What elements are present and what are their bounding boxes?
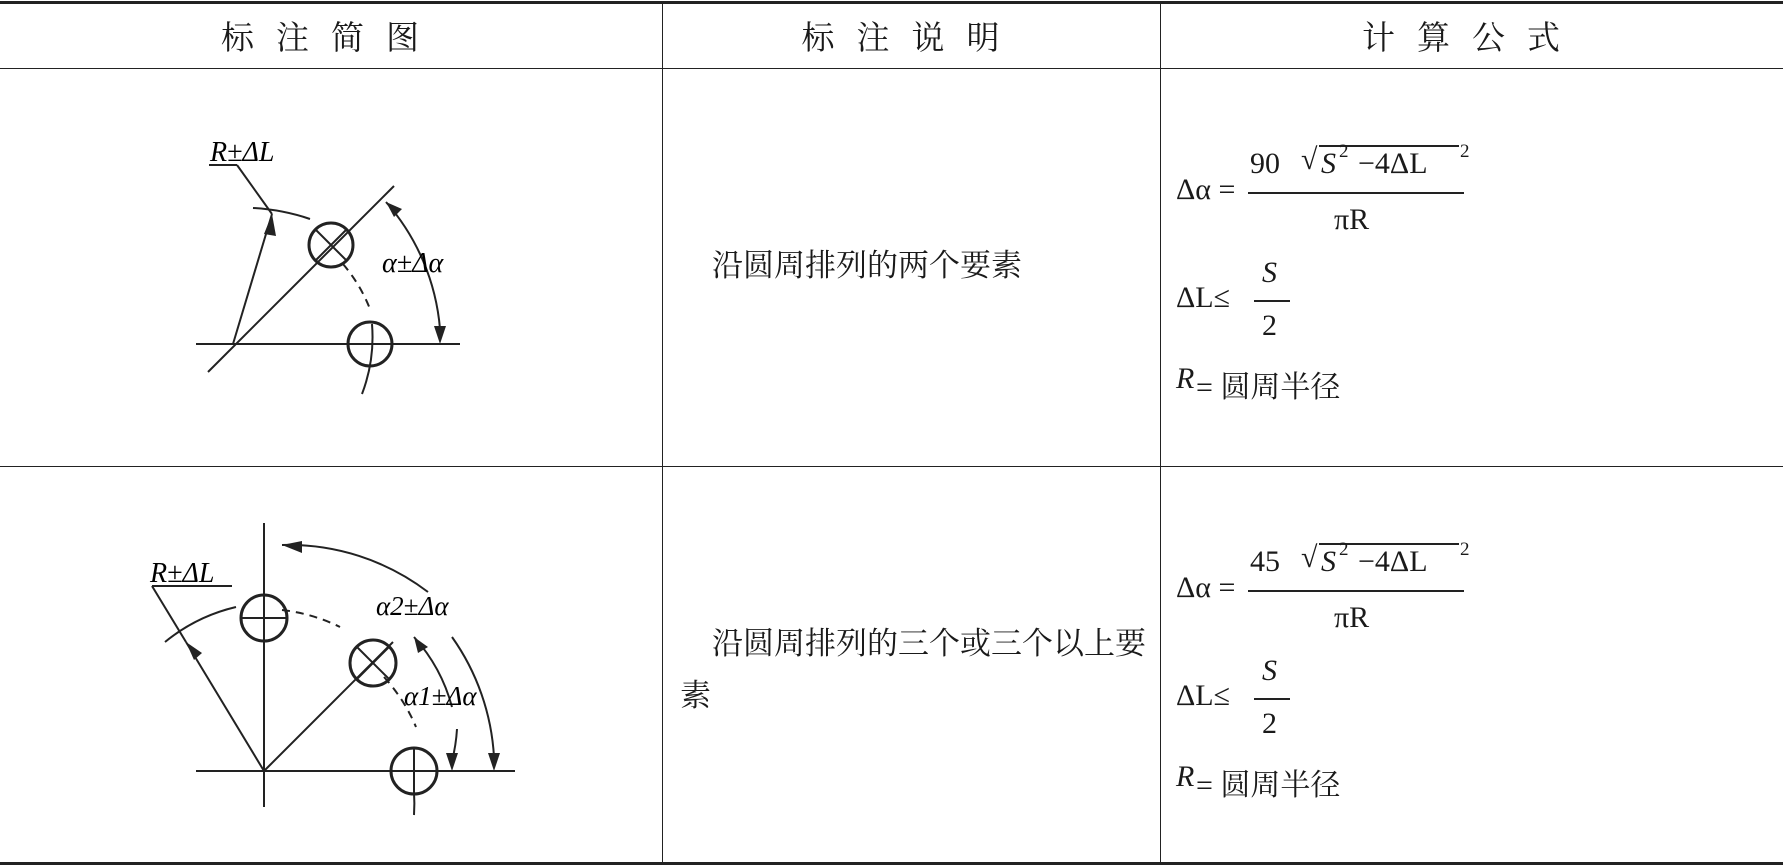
frac-num: S <box>1262 654 1277 687</box>
two-hole-diagram <box>0 69 662 466</box>
denominator: πR <box>1334 601 1370 634</box>
description-three-elements-text: 沿圆周排列的三个或三个以上要素 <box>680 626 1146 713</box>
denominator: πR <box>1334 203 1370 236</box>
figure-three-elements <box>0 467 662 862</box>
column-divider-2 <box>1160 2 1161 864</box>
sqrt-exp2: 2 <box>1460 141 1470 162</box>
small-fraction-bar <box>1254 300 1290 302</box>
delta-alpha-lhs: Δα = <box>1176 173 1236 206</box>
numerator-coefficient: 45 <box>1250 545 1280 578</box>
sqrt-exp1: 2 <box>1339 141 1349 162</box>
radius-label: R±ΔL <box>150 558 215 589</box>
r-def-var: R <box>1176 362 1195 395</box>
sqrt-s: S <box>1321 147 1336 180</box>
main-fraction-bar <box>1248 192 1464 194</box>
description-three-elements <box>680 618 1150 722</box>
sqrt-exp1: 2 <box>1339 539 1349 560</box>
r-def-text: = 圆周半径 <box>1196 769 1341 802</box>
frac-den: 2 <box>1262 707 1277 740</box>
sqrt-mid: −4ΔL <box>1358 545 1428 578</box>
column-divider-1 <box>662 2 663 864</box>
sqrt-s: S <box>1321 545 1336 578</box>
angle1-label: α1±Δα <box>404 681 477 711</box>
frac-den: 2 <box>1262 309 1277 342</box>
header-figure: 标注简图 <box>221 20 441 57</box>
main-fraction-bar <box>1248 590 1464 592</box>
header-formula: 计算公式 <box>1362 20 1582 57</box>
frac-num: S <box>1262 256 1277 289</box>
r-def-text: = 圆周半径 <box>1196 371 1341 404</box>
delta-alpha-lhs: Δα = <box>1176 571 1236 604</box>
figure-two-elements <box>0 69 662 466</box>
radius-label: R±ΔL <box>210 137 275 168</box>
table-bottom-border <box>0 862 1783 865</box>
sqrt-sign: √ <box>1301 143 1318 176</box>
three-hole-diagram <box>0 467 662 862</box>
delta-l-lhs: ΔL≤ <box>1176 281 1231 314</box>
angle-label: α±Δα <box>382 248 444 279</box>
sqrt-mid: −4ΔL <box>1358 147 1428 180</box>
delta-l-lhs: ΔL≤ <box>1176 679 1231 712</box>
header-description: 标注说明 <box>801 20 1022 57</box>
small-fraction-bar <box>1254 698 1290 700</box>
sqrt-exp2: 2 <box>1460 539 1470 560</box>
angle2-label: α2±Δα <box>376 591 449 621</box>
numerator-coefficient: 90 <box>1250 147 1280 180</box>
sqrt-sign: √ <box>1301 541 1318 574</box>
description-two-elements: 沿圆周排列的两个要素 <box>712 248 1022 283</box>
r-def-var: R <box>1176 760 1195 793</box>
